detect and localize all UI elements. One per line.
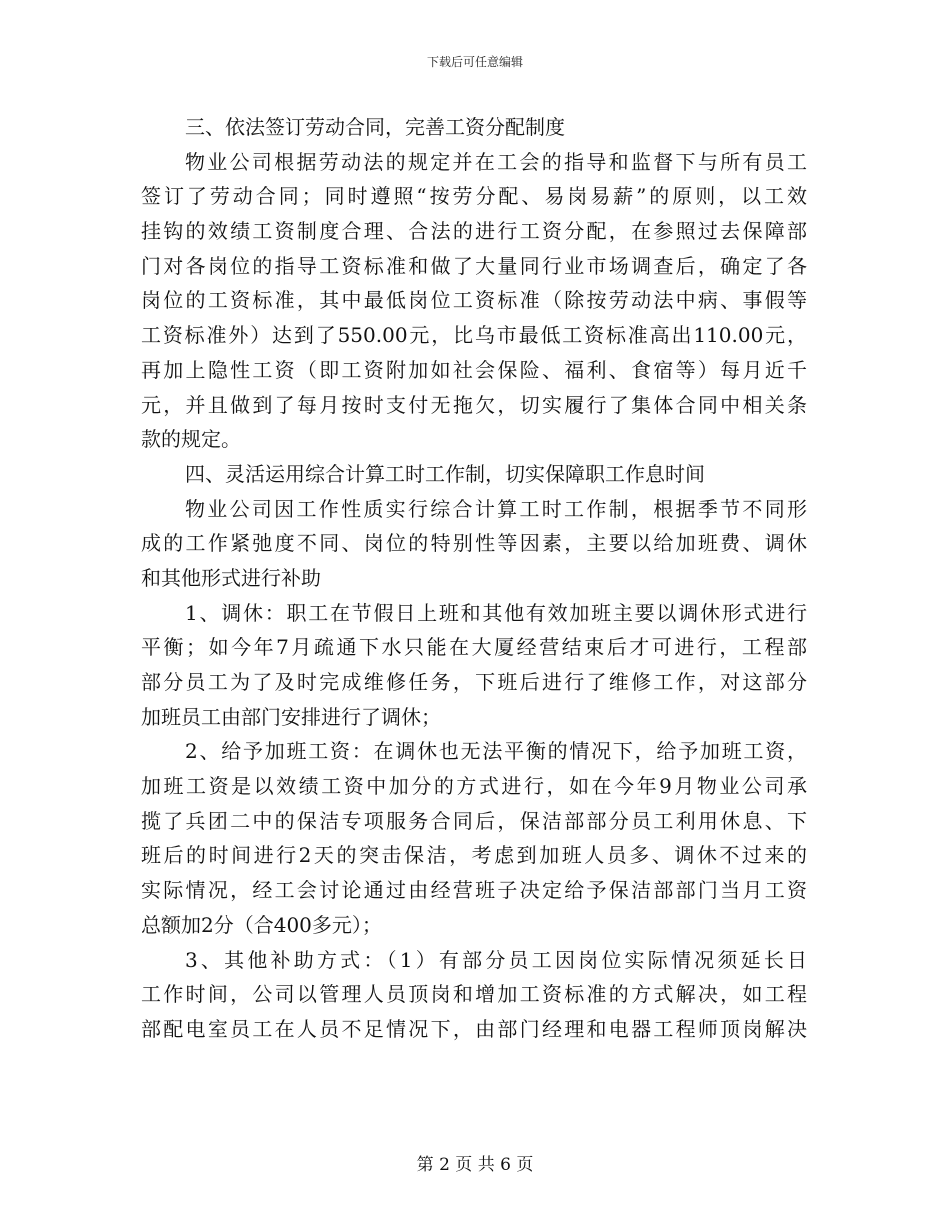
body-line: 物业公司因工作性质实行综合计算工时工作制，根据季节不同形: [185, 496, 807, 521]
page-header-note: 下载后可任意编辑: [426, 55, 523, 69]
page-number: 第 2 页 共 6 页: [416, 1155, 534, 1175]
body-line: 再加上隐性工资（即工资附加如社会保险、福利、食宿等）每月近千: [141, 357, 807, 382]
list-item-1: 1、调休：职工在节假日上班和其他有效加班主要以调休形式进行: [185, 600, 807, 625]
body-line: 款的规定。: [141, 427, 241, 452]
list-item-3: 3、其他补助方式：（1）有部分员工因岗位实际情况须延长日: [185, 947, 807, 972]
document-body: [141, 110, 807, 1047]
section-heading-3: 三、依法签订劳动合同，完善工资分配制度: [185, 115, 565, 139]
body-line: 工资标准外）达到了550.00元，比乌市最低工资标准高出110.00元，: [141, 323, 807, 348]
body-line: 部配电室员工在人员不足情况下，由部门经理和电器工程师顶岗解决: [141, 1016, 807, 1041]
list-item-2: 2、给予加班工资：在调休也无法平衡的情况下，给予加班工资，: [185, 739, 807, 764]
body-line: 部分员工为了及时完成维修任务，下班后进行了维修工作，对这部分: [141, 670, 807, 694]
body-line: 成的工作紧弛度不同、岗位的特别性等因素，主要以给加班费、调休: [141, 531, 807, 556]
body-line: 岗位的工资标准，其中最低岗位工资标准（除按劳动法中病、事假等: [141, 288, 807, 313]
body-line: 门对各岗位的指导工资标准和做了大量同行业市场调查后，确定了各: [141, 253, 807, 278]
body-line: 挂钩的效绩工资制度合理、合法的进行工资分配，在参照过去保障部: [141, 219, 807, 244]
body-line: 签订了劳动合同；同时遵照“按劳分配、易岗易薪”的原则，以工效: [141, 184, 807, 209]
body-line: 工作时间，公司以管理人员顶岗和增加工资标准的方式解决，如工程: [141, 982, 807, 1007]
section-heading-4: 四、灵活运用综合计算工时工作制，切实保障职工作息时间: [185, 461, 705, 486]
body-line: 总额加2分（合400多元）；: [141, 912, 382, 937]
body-line: 元，并且做到了每月按时支付无拖欠，切实履行了集体合同中相关条: [141, 392, 807, 417]
body-line: 平衡；如今年7月疏通下水只能在大厦经营结束后才可进行，工程部: [141, 635, 807, 660]
body-line: 加班员工由部门安排进行了调休；: [141, 704, 441, 729]
body-line: 实际情况，经工会讨论通过由经营班子决定给予保洁部部门当月工资: [141, 878, 807, 903]
body-line: 物业公司根据劳动法的规定并在工会的指导和监督下与所有员工: [185, 149, 807, 174]
body-line: 加班工资是以效绩工资中加分的方式进行，如在今年9月物业公司承: [141, 774, 807, 799]
body-line: 和其他形式进行补助: [141, 565, 321, 590]
body-line: 揽了兵团二中的保洁专项服务合同后，保洁部部分员工利用休息、下: [141, 808, 807, 833]
body-line: 班后的时间进行2天的突击保洁，考虑到加班人员多、调休不过来的: [141, 843, 807, 868]
